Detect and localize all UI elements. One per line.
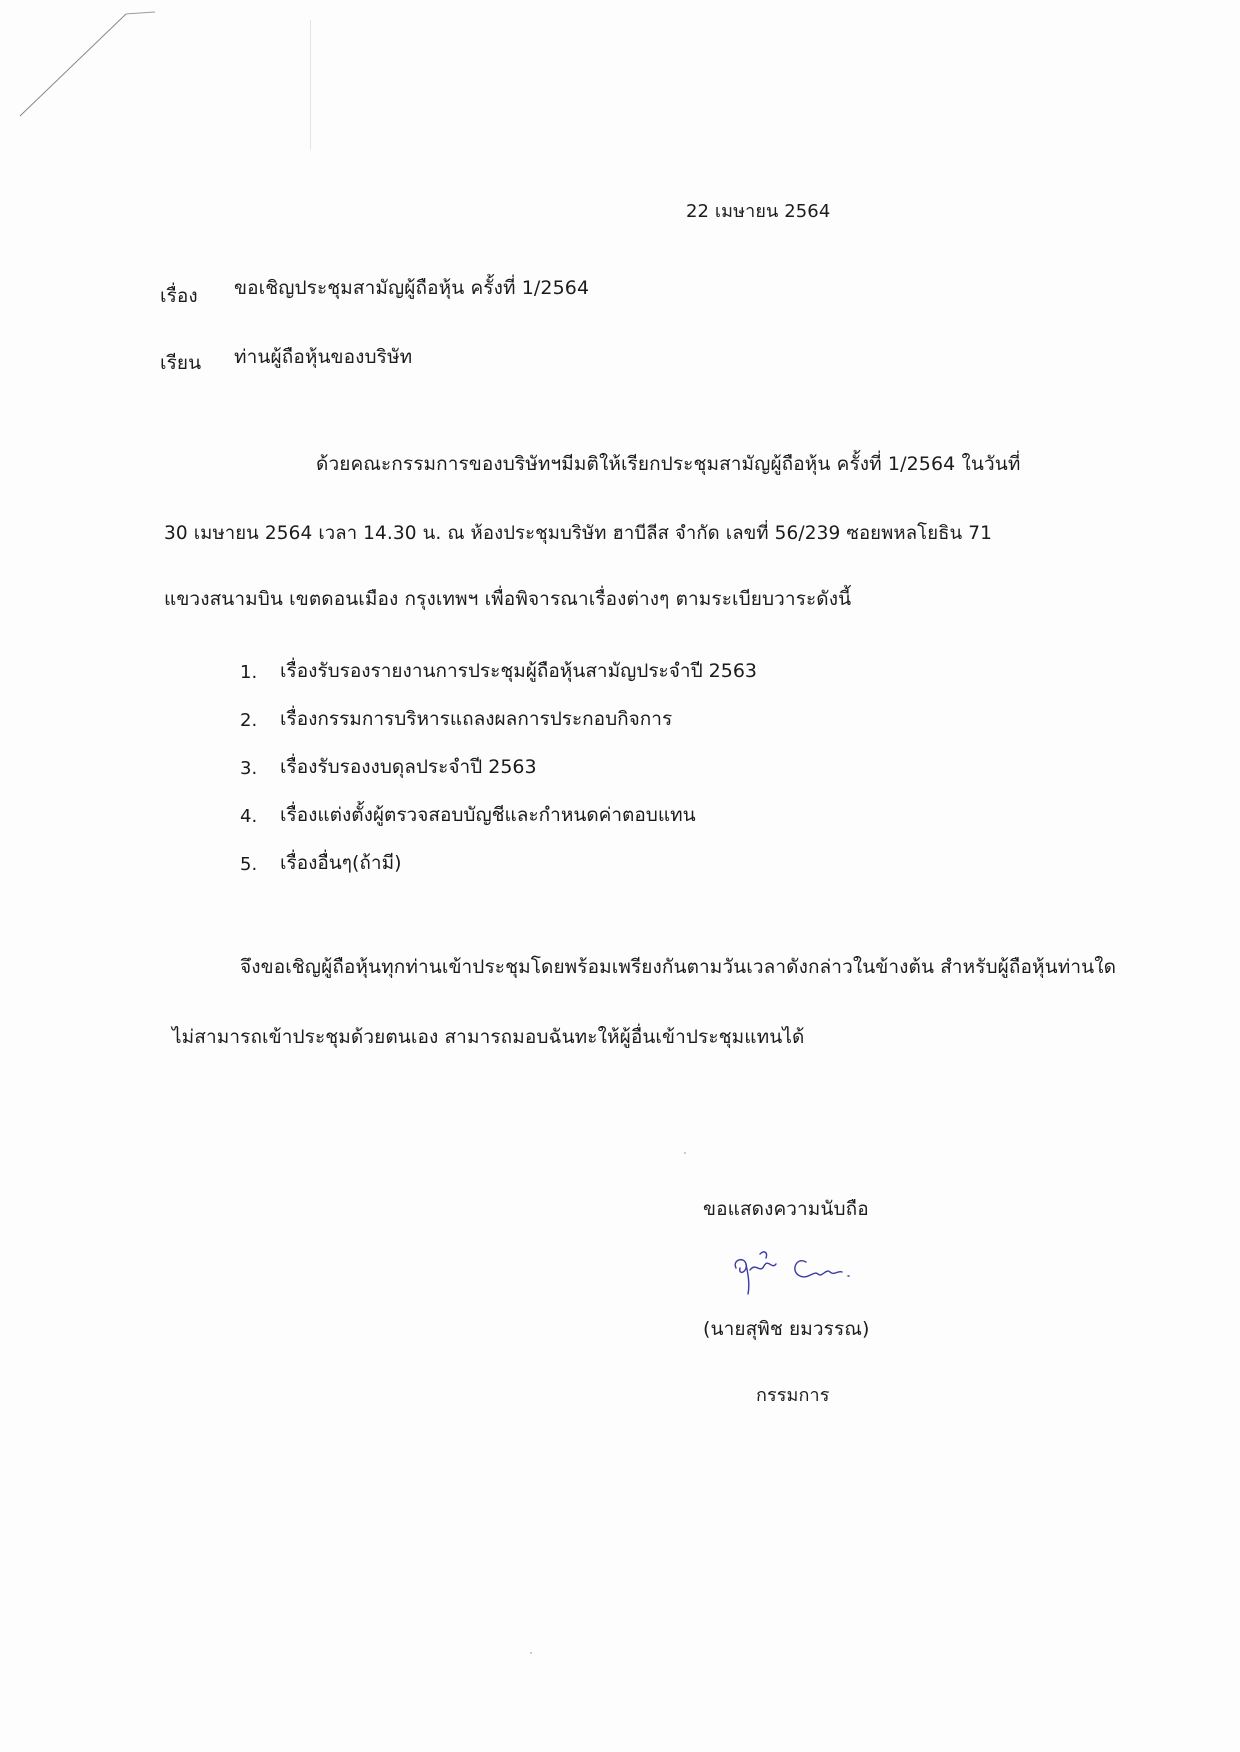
letter-date: 22 เมษายน 2564 [686,201,831,222]
invitation-paragraph-line-2: ไม่สามารถเข้าประชุมด้วยตนเอง สามารถมอบฉันทะให้ผู้อื่นเข้าประชุมแทนได้ [172,1026,805,1048]
signer-position: กรรมการ [756,1385,830,1406]
signer-name: (นายสุพิช ยมวรรณ) [703,1318,870,1340]
agenda-item-text: เรื่องรับรองรายงานการประชุมผู้ถือหุ้นสามัญประจำปี 2563 [280,660,758,682]
recipient-text: ท่านผู้ถือหุ้นของบริษัท [234,346,413,368]
agenda-item-number: 4. [240,806,258,827]
agenda-item-text: เรื่องอื่นๆ(ถ้ามี) [280,852,402,874]
agenda-item-text: เรื่องกรรมการบริหารแถลงผลการประกอบกิจการ [280,708,673,730]
agenda-item-number: 5. [240,854,258,875]
closing-salutation: ขอแสดงความนับถือ [703,1198,869,1220]
scan-speck [684,1152,686,1154]
handwritten-signature [726,1240,906,1310]
scan-fold-line [310,20,311,150]
agenda-item-number: 3. [240,758,258,779]
agenda-item-text: เรื่องรับรองงบดุลประจำปี 2563 [280,756,537,778]
agenda-item-number: 2. [240,710,258,731]
scan-speck [530,1652,532,1654]
invitation-paragraph-line-1: จึงขอเชิญผู้ถือหุ้นทุกท่านเข้าประชุมโดยพร้อมเพรียงกันตามวันเวลาดังกล่าวในข้างต้น สำหรับผู้ถือหุ้นท่านใด [240,956,1117,978]
intro-paragraph-line-2: 30 เมษายน 2564 เวลา 14.30 น. ณ ห้องประชุมบริษัท ฮาบีลีส จำกัด เลขที่ 56/239 ซอยพหลโยธิน 71 [164,523,992,544]
subject-text: ขอเชิญประชุมสามัญผู้ถือหุ้น ครั้งที่ 1/2564 [234,277,590,299]
recipient-label: เรียน [160,352,202,374]
subject-label: เรื่อง [160,285,198,307]
scan-corner-mark [0,0,200,140]
intro-paragraph-line-3: แขวงสนามบิน เขตดอนเมือง กรุงเทพฯ เพื่อพิจารณาเรื่องต่างๆ ตามระเบียบวาระดังนี้ [164,588,852,610]
agenda-item-text: เรื่องแต่งตั้งผู้ตรวจสอบบัญชีและกำหนดค่าตอบแทน [280,804,696,826]
agenda-item-number: 1. [240,662,258,683]
intro-paragraph-line-1: ด้วยคณะกรรมการของบริษัทฯมีมติให้เรียกประชุมสามัญผู้ถือหุ้น ครั้งที่ 1/2564 ในวันที่ [316,453,1021,475]
